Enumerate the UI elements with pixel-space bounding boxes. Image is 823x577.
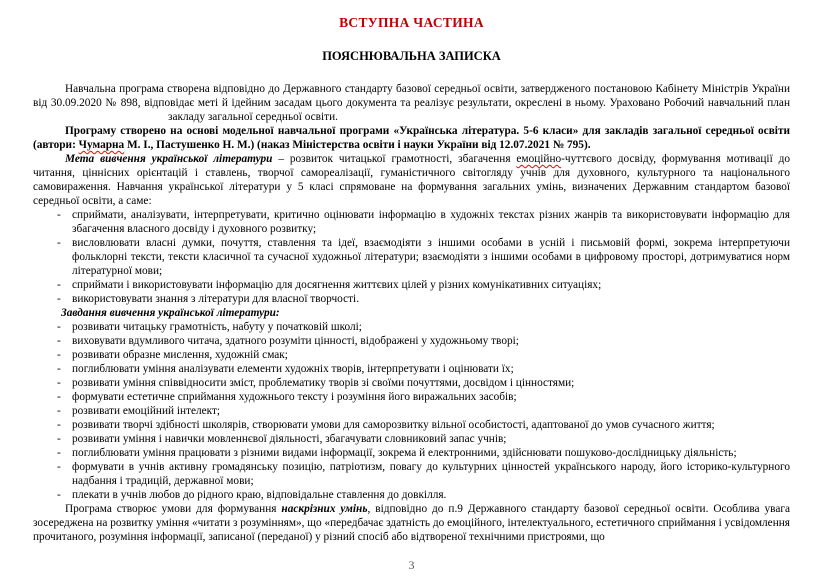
paragraph-cross-skills-text: Програма створює умови для формування bbox=[65, 503, 282, 515]
list-item bbox=[33, 446, 790, 460]
tasks-heading-text: Завдання вивчення української літератури: bbox=[61, 307, 280, 319]
page-number: 3 bbox=[408, 558, 415, 572]
list-item bbox=[33, 362, 790, 376]
list-item bbox=[33, 236, 790, 278]
list-dash: - bbox=[57, 293, 61, 305]
list-item bbox=[33, 278, 790, 292]
list-item-text: використовувати знання з літератури для власної творчості. bbox=[72, 293, 360, 305]
list-dash: - bbox=[57, 447, 61, 459]
list-item bbox=[33, 404, 790, 418]
list-dash: - bbox=[57, 489, 61, 501]
list-item bbox=[33, 292, 790, 306]
cross-skills-emphasis: наскрізних умінь bbox=[281, 503, 368, 515]
paragraph-intro-text: Навчальна програма створена відповідно до Державного стандарту базової середньої освіти, затвердженого постановою Кабінету Міністрів України від 30.09.2020 № 898, відповідає меті й ідейним засадам цього документа та реалізує результати, окреслені в ньому. Ураховано Робочий навчальний план bbox=[33, 83, 790, 109]
paragraph-meta-text: – розвиток читацької грамотності, збагачення bbox=[272, 153, 517, 165]
tasks-list bbox=[33, 320, 790, 502]
list-dash: - bbox=[57, 433, 61, 445]
paragraph-program-basis-text: Програму створено на основі модельної навчальної програми «Українська література. 5-6 класи» для закладів загальної середньої освіти (автори: bbox=[33, 125, 790, 151]
paragraph-meta-text-2: -чуттєвого досвіду, формування мотивації до читання, ціннісних орієнтацій і ставлень, творчої самореалізації, гуманістичного світогляду учнів для духовного, культурного та національного самовираження. Навчання української літератури у 5 класі спрямоване на формування загальних умінь, визначених Державним стандартом базової середньої освіти, а саме: bbox=[33, 153, 790, 207]
misspelled-word-chumarna: Чумарна bbox=[78, 139, 125, 151]
list-item bbox=[33, 390, 790, 404]
list-item bbox=[33, 334, 790, 348]
list-dash: - bbox=[57, 377, 61, 389]
list-item bbox=[33, 376, 790, 390]
list-item-text: поглиблювати уміння працювати з різними видами інформації, зокрема й електронними, здійснювати пошуково-дослідницьку діяльність; bbox=[72, 447, 737, 459]
list-item-text: висловлювати власні думки, почуття, ставлення та ідеї, взаємодіяти з іншими особами в усній і письмовій формі, зокрема інтерпретуючи фольклорні тексти, тексти класичної та сучасної художньої літератури; взаємодіяти з іншими особами в цифровому просторі, дотримуватися норм літературної мови; bbox=[72, 237, 790, 277]
paragraph-cross-skills bbox=[33, 502, 790, 544]
list-item bbox=[33, 460, 790, 488]
document-title: ВСТУПНА ЧАСТИНА bbox=[339, 15, 484, 30]
tasks-heading bbox=[33, 306, 790, 320]
list-dash: - bbox=[57, 391, 61, 403]
list-dash: - bbox=[57, 405, 61, 417]
skills-list bbox=[33, 208, 790, 306]
list-item-text: розвивати емоційний інтелект; bbox=[72, 405, 221, 417]
paragraph-meta bbox=[33, 152, 790, 208]
document-subtitle: ПОЯСНЮВАЛЬНА ЗАПИСКА bbox=[322, 49, 501, 63]
document-body bbox=[33, 82, 790, 544]
list-item-text: виховувати вдумливого читача, здатного розуміти цінності, відображені у художньому творі; bbox=[72, 335, 519, 347]
list-item-text: поглиблювати уміння аналізувати елементи художніх творів, інтерпретувати і оцінювати їх; bbox=[72, 363, 514, 375]
list-item-text: розвивати уміння співвідносити зміст, проблематику творів зі своїми почуттями, досвідом і цінностями; bbox=[72, 377, 575, 389]
list-item bbox=[33, 320, 790, 334]
list-item-text: розвивати творчі здібності школярів, створювати умови для саморозвитку вільної особистості, адаптованої до умов сучасного життя; bbox=[72, 419, 715, 431]
list-item bbox=[33, 208, 790, 236]
list-item-text: сприймати, аналізувати, інтерпретувати, критично оцінювати інформацію в художніх текстах різних жанрів та використовувати інформацію для збагачення власного досвіду і духовного розвитку; bbox=[72, 209, 790, 235]
list-item-text: розвивати уміння і навички мовленнєвої діяльності, збагачувати словниковий запас учнів; bbox=[72, 433, 507, 445]
list-item-text: сприймати і використовувати інформацію для досягнення життєвих цілей у різних комунікативних ситуаціях; bbox=[72, 279, 602, 291]
list-item-text: плекати в учнів любов до рідного краю, відповідальне ставлення до довкілля. bbox=[72, 489, 447, 501]
paragraph-intro-text-2: закладу загальної середньої освіти. bbox=[168, 111, 338, 123]
meta-lead-in: Мета вивчення української літератури bbox=[65, 153, 273, 165]
list-item-text: формувати естетичне сприймання художнього тексту і розуміння його виражальних засобів; bbox=[72, 391, 517, 403]
list-item-text: формувати в учнів активну громадянську позицію, патріотизм, повагу до культурних цінностей українського народу, його історико-культурного надбання і традицій, державної мови; bbox=[72, 461, 790, 487]
list-item bbox=[33, 488, 790, 502]
list-dash: - bbox=[57, 349, 61, 361]
paragraph-program-basis bbox=[33, 124, 790, 152]
list-item bbox=[33, 418, 790, 432]
paragraph-cross-skills-text-2: , відповідно до п.9 Державного стандарту базової середньої освіти. Особлива увага зосереджена на розвитку уміння «читати з розумінням», що «передбачає здатність до емоційного, інтелектуального, естетичного сприймання і усвідомлення прочитаного, розуміння інформації, записаної (переданої) у різний спосіб або відтвореної технічними пристроями, що bbox=[33, 503, 790, 543]
list-item-text: розвивати образне мислення, художній смак; bbox=[72, 349, 288, 361]
paragraph-intro bbox=[33, 82, 790, 124]
list-dash: - bbox=[57, 237, 61, 249]
list-dash: - bbox=[57, 363, 61, 375]
list-dash: - bbox=[57, 279, 61, 291]
list-item bbox=[33, 432, 790, 446]
list-dash: - bbox=[57, 321, 61, 333]
list-dash: - bbox=[57, 209, 61, 221]
list-dash: - bbox=[57, 461, 61, 473]
list-dash: - bbox=[57, 419, 61, 431]
list-dash: - bbox=[57, 335, 61, 347]
paragraph-program-basis-text-2: М. І., Пастушенко Н. М.) (наказ Міністерства освіти і науки України від 12.07.2021 № 795). bbox=[124, 139, 591, 151]
list-item-text: розвивати читацьку грамотність, набуту у початковій школі; bbox=[72, 321, 362, 333]
misspelled-word-emotsiino: емоційно bbox=[516, 153, 562, 165]
list-item bbox=[33, 348, 790, 362]
